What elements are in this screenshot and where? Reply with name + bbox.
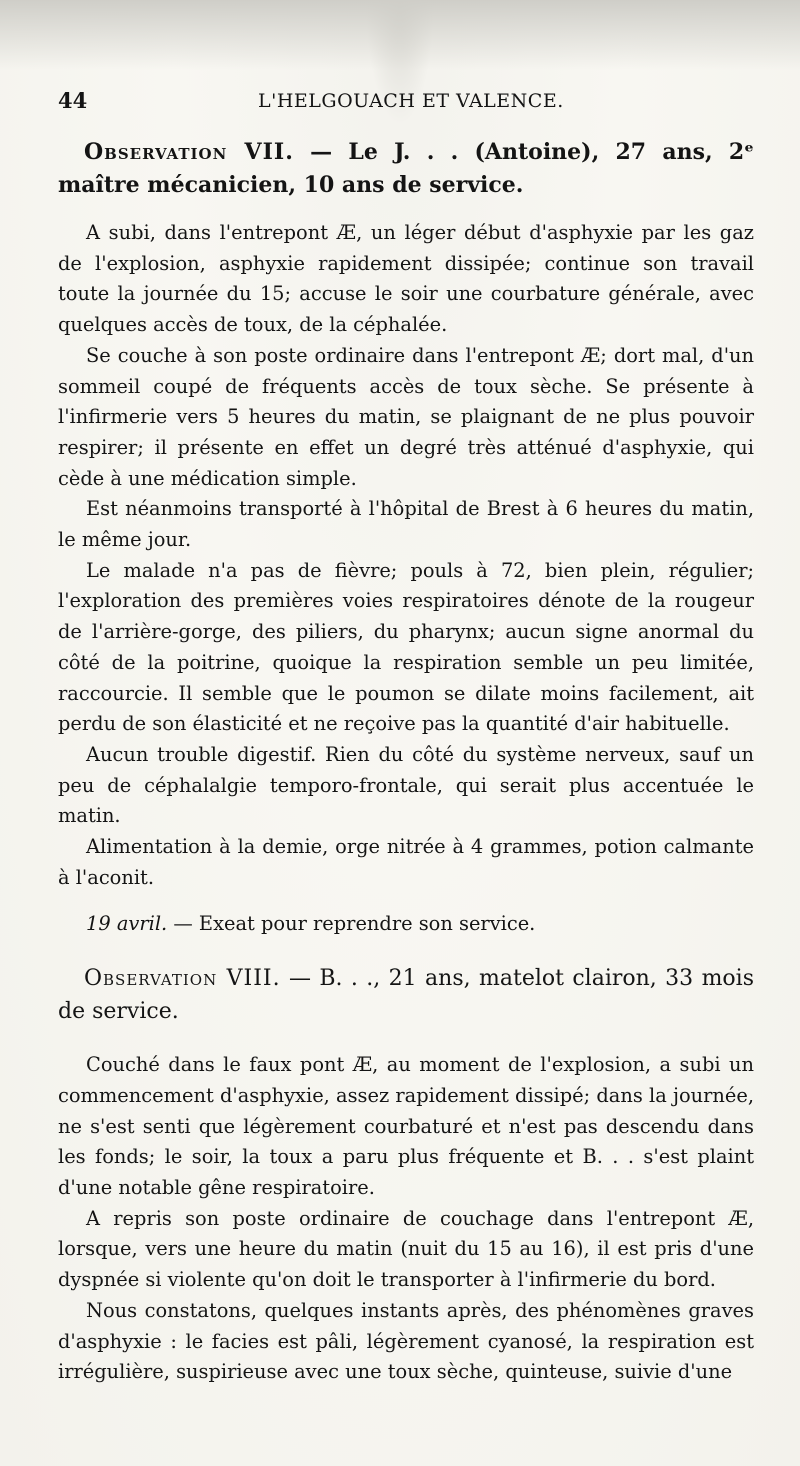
exeat-text: — Exeat pour reprendre son service. <box>167 912 536 936</box>
observation-8-paragraph: Nous constatons, quelques instants après, des phénomènes graves d'asphyxie : le facies est pâli, légèrement cyanosé, la respiration est irrégulière, suspirieuse avec une toux sèche, quinteuse, suivie d'une <box>58 1298 754 1384</box>
observation-7-heading <box>58 136 754 202</box>
observation-7-paragraph: Se couche à son poste ordinaire dans l'entrepont Æ; dort mal, d'un sommeil coupé de fréquents accès de toux sèche. Se présente à l'infirmerie vers 5 heures du matin, se plaignant de ne plus pouvoir respirer; il présente en effet un degré très atténué d'asphyxie, qui cède à une médication simple. <box>58 343 754 490</box>
exeat-date: 19 avril. <box>86 912 168 936</box>
page-number: 44 <box>58 88 88 113</box>
observation-8-label: Observation VIII. <box>84 966 281 992</box>
observation-8-paragraph: Couché dans le faux pont Æ, au moment de l'explosion, a subi un commencement d'asphyxie, assez rapidement dissipé; dans la journée, ne s'est senti que légèrement courbaturé et n'est pas descendu dans les fonds; le soir, la toux a paru plus fréquente et B. . . s'est plaint d'une notable gêne respiratoire. <box>58 1053 754 1199</box>
observation-7-exeat <box>58 909 754 940</box>
observation-8-heading <box>58 962 754 1028</box>
observation-7-paragraph: Est néanmoins transporté à l'hôpital de Brest à 6 heures du matin, le même jour. <box>58 497 754 552</box>
observation-7-paragraph: Alimentation à la demie, orge nitrée à 4 grammes, potion calmante à l'aconit. <box>58 835 754 889</box>
observation-7-paragraph: A subi, dans l'entrepont Æ, un léger début d'asphyxie par les gaz de l'explosion, asphyxie rapidement dissipée; continue son travail toute la journée du 15; accuse le soir une courbature générale, avec quelques accès de toux, de la céphalée. <box>58 221 754 337</box>
observation-7-label: Observation VII. <box>84 139 294 165</box>
scan-shadow <box>0 0 800 70</box>
page-header <box>58 88 752 118</box>
running-head: L'HELGOUACH ET VALENCE. <box>258 90 564 112</box>
observation-8-paragraph: A repris son poste ordinaire de couchage dans l'entrepont Æ, lorsque, vers une heure du matin (nuit du 15 au 16), il est pris d'une dyspnée si violente qu'on doit le transporter à l'infirmerie du bord. <box>58 1206 754 1292</box>
page-body <box>58 136 754 1388</box>
observation-7-heading-text: — Le J. . . (Antoine), 27 ans, 2ᵉ maître mécanicien, 10 ans de service. <box>58 139 754 198</box>
observation-7-paragraph: Le malade n'a pas de fièvre; pouls à 72, bien plein, régulier; l'exploration des premières voies respiratoires dénote de la rougeur de l'arrière-gorge, des piliers, du pharynx; aucun signe anormal du côté de la poitrine, quoique la respiration semble un peu limitée, raccourcie. Il semble que le poumon se dilate moins facilement, ait perdu de son élasticité et ne reçoive pas la quantité d'air habituelle. <box>58 558 754 736</box>
observation-7-paragraph: Aucun trouble digestif. Rien du côté du système nerveux, sauf un peu de céphalalgie temporo-frontale, qui serait plus accentuée le matin. <box>58 742 754 828</box>
observation-8-heading-text: — B. . ., 21 ans, matelot clairon, 33 mois de service. <box>58 966 754 1025</box>
